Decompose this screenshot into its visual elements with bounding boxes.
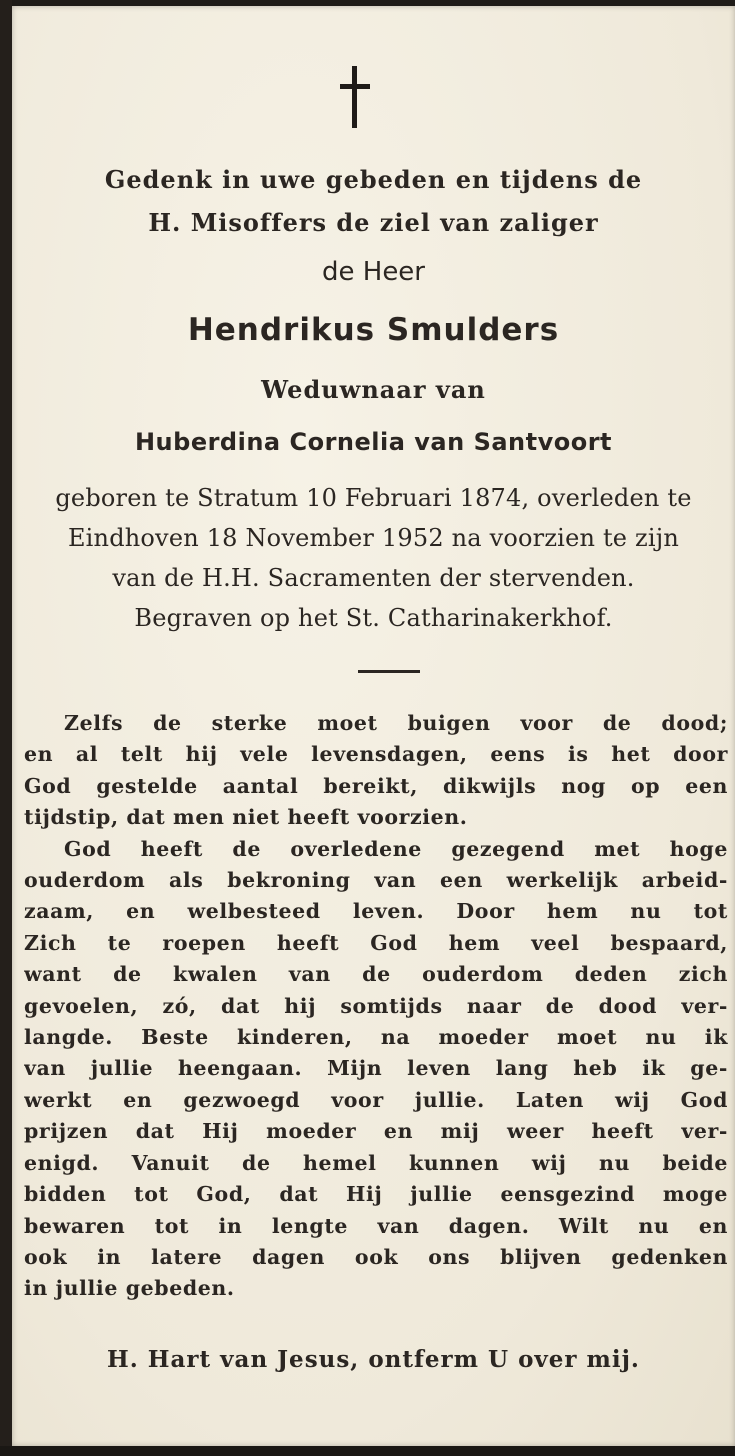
life-line: Begraven op het St. Catharinakerkhof.: [134, 604, 613, 632]
text-line: God gestelde aantal bereikt, dikwijls nog op een: [24, 773, 728, 798]
intro-line: Gedenk in uwe gebeden en tijdens de: [104, 165, 643, 194]
text-line: prijzen dat Hij moeder en mij weer heeft ver-: [24, 1119, 728, 1144]
text-line: werkt en gezwoegd voor jullie. Laten wij God: [24, 1087, 728, 1112]
intro-text: [12, 158, 735, 244]
closing-prayer: H. Hart van Jesus, ontferm U over mij.: [107, 1346, 640, 1373]
life-details: [12, 478, 735, 638]
text-line: want de kwalen van de ouderdom deden zich: [24, 962, 728, 987]
text-line: enigd. Vanuit de hemel kunnen wij nu beide: [24, 1150, 728, 1175]
memorial-card: [12, 6, 735, 1446]
intro-line: H. Misoffers de ziel van zaliger: [148, 208, 599, 237]
life-line: van de H.H. Sacramenten der stervenden.: [112, 564, 635, 592]
text-line: ouderdom als bekroning van een werkelijk arbeid-: [24, 868, 728, 893]
title-prefix: de Heer: [322, 257, 425, 287]
text-line: gevoelen, zó, dat hij somtijds naar de dood ver-: [24, 993, 728, 1018]
text-line: bidden tot God, dat Hij jullie eensgezind moge: [24, 1182, 728, 1207]
text-line: tijdstip, dat men niet heeft voorzien.: [24, 805, 468, 830]
text-line: Zelfs de sterke moet buigen voor de dood;: [64, 711, 728, 735]
divider-rule: [358, 670, 420, 673]
text-line: Zich te roepen heeft God hem veel bespaard,: [24, 930, 728, 955]
text-line: zaam, en welbesteed leven. Door hem nu tot: [24, 899, 728, 924]
memorial-text: [24, 708, 728, 1305]
text-line: in jullie gebeden.: [24, 1276, 235, 1301]
text-line: en al telt hij vele levensdagen, eens is het door: [24, 742, 728, 767]
text-line: van jullie heengaan. Mijn leven lang heb ik ge-: [24, 1056, 728, 1081]
card-edge-bottom: [0, 1446, 735, 1456]
cross-icon: [340, 66, 370, 128]
text-line: God heeft de overledene gezegend met hoge: [64, 836, 728, 861]
spouse-name: Huberdina Cornelia van Santvoort: [134, 428, 613, 456]
text-line: langde. Beste kinderen, na moeder moet nu ik: [24, 1025, 728, 1050]
life-line: Eindhoven 18 November 1952 na voorzien te zijn: [67, 524, 680, 552]
card-edge-left: [0, 0, 12, 1456]
text-line: ook in latere dagen ook ons blijven gedenken: [24, 1244, 728, 1269]
life-line: geboren te Stratum 10 Februari 1874, overleden te: [55, 484, 692, 512]
text-line: bewaren tot in lengte van dagen. Wilt nu en: [24, 1213, 728, 1238]
relation-label: Weduwnaar van: [261, 375, 486, 404]
deceased-name: Hendrikus Smulders: [187, 312, 560, 348]
